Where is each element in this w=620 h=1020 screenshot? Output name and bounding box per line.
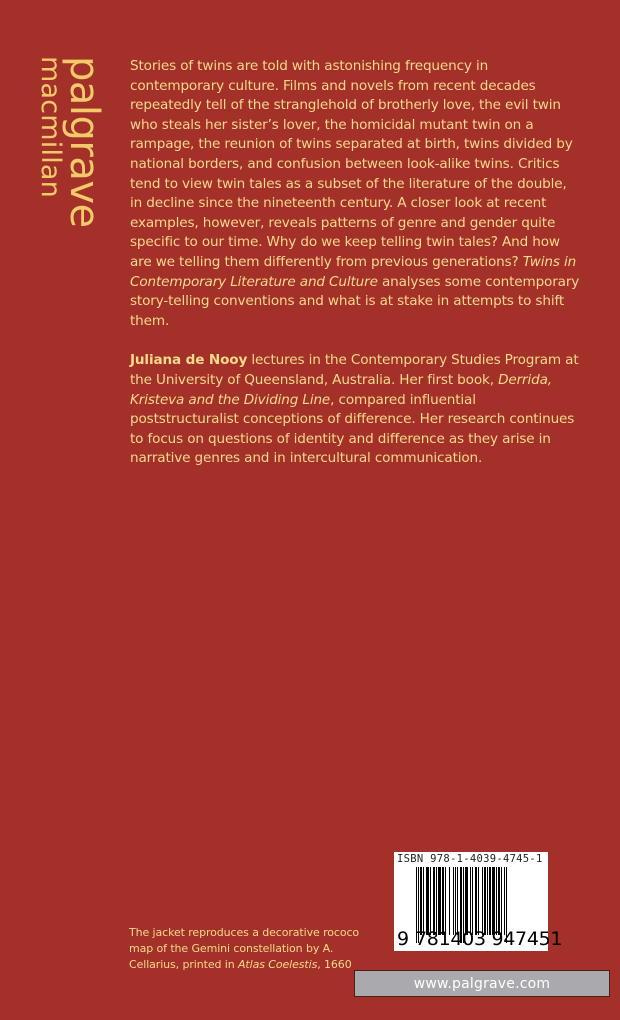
publisher-logo bbox=[0, 0, 120, 240]
jacket-credit-text: The jacket reproduces a decorative rococo map of the Gemini constellation by A. Cellarius, printed in bbox=[129, 926, 360, 971]
description-text: Stories of twins are told with astonishing frequency in contemporary culture. Films and novels from recent decades repeatedly tell of the stranglehold of brotherly love, the evil twin who steals her sister’s lover, the homicidal mutant twin on a rampage, the reunion of twins separated at birth, twins divided by national borders, and confusion between look-alike twins. Critics tend to view twin tales as a subset of the literature of the double, in decline since the nineteenth century. A closer look at recent examples, however, reveals patterns of genre and gender quite specific to our time. Why do we keep telling twin tales? And how are we telling them differently from previous generations? bbox=[130, 58, 573, 270]
book-title: Twins in Contemporary Literature and Culture bbox=[130, 253, 577, 290]
book-description bbox=[130, 57, 580, 331]
jacket-credit bbox=[129, 925, 369, 973]
description-text-end: analyses some contemporary story-telling conventions and what is at stake in attempts to shift them. bbox=[130, 273, 580, 329]
back-cover-text bbox=[130, 57, 580, 489]
ean-first-digit: 9 bbox=[397, 928, 409, 950]
isbn-barcode bbox=[394, 852, 563, 951]
atlas-title: Atlas Coelestis bbox=[238, 958, 318, 971]
author-bio-text-end: , compared influential poststructuralist conceptions of difference. Her research continues to focus on questions of identity and difference as they arise in narrative genres and in intercultural communication. bbox=[130, 391, 575, 467]
jacket-credit-year: , 1660 bbox=[317, 958, 352, 971]
website-bar bbox=[354, 970, 610, 997]
author-bio-text: lectures in the Contemporary Studies Program at the University of Queensland, Australia. Her first book, bbox=[130, 352, 579, 388]
author-bio bbox=[130, 351, 580, 469]
barcode-bars-icon bbox=[416, 867, 542, 935]
author-name: Juliana de Nooy bbox=[130, 352, 248, 369]
ean-number: 781403 947451 bbox=[415, 928, 563, 950]
previous-book-title: Derrida, Kristeva and the Dividing Line bbox=[130, 371, 552, 408]
isbn-label: ISBN 978-1-4039-4745-1 bbox=[397, 853, 543, 865]
website-url[interactable]: www.palgrave.com bbox=[413, 975, 551, 992]
logo-palgrave: palgrave bbox=[61, 56, 107, 228]
ean-digits bbox=[397, 928, 562, 950]
logo-macmillan: macmillan bbox=[35, 56, 66, 198]
publisher-logo-rotated bbox=[35, 56, 107, 228]
